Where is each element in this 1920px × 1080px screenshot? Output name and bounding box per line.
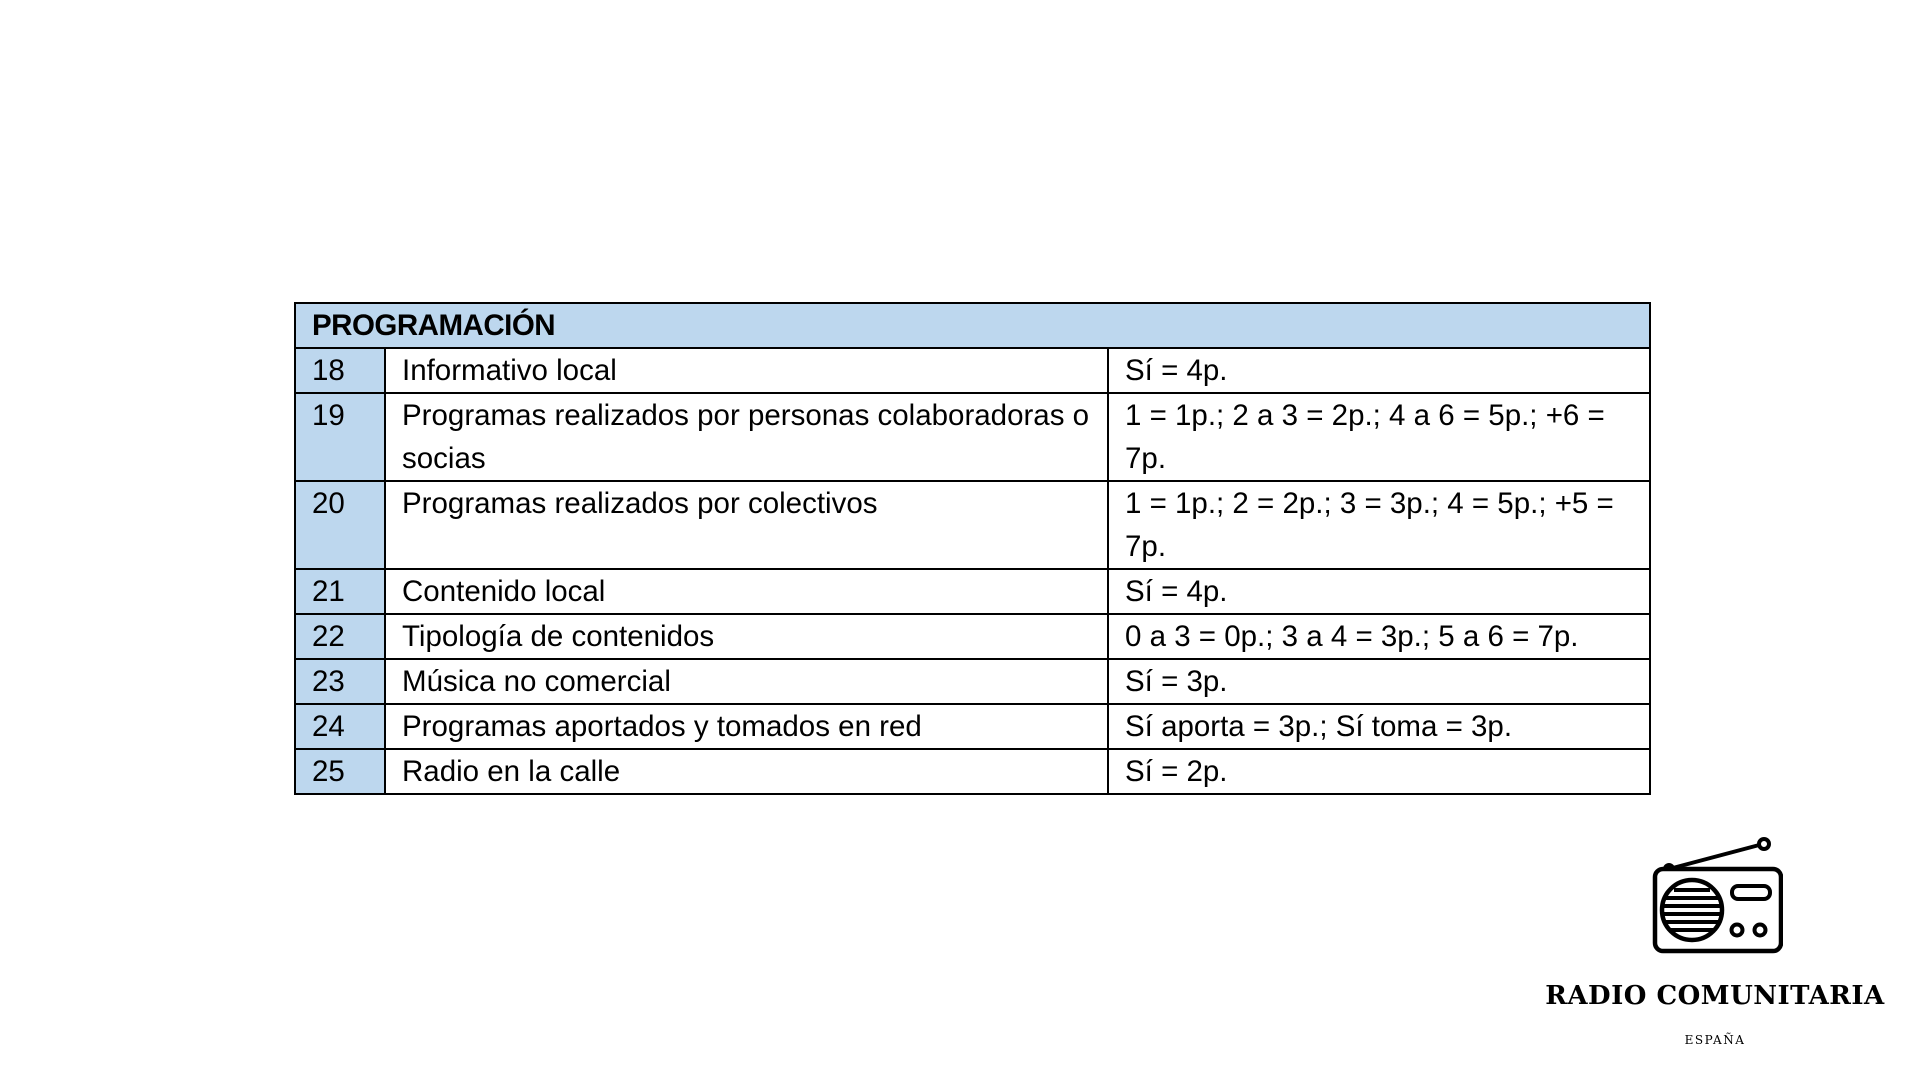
section-title: PROGRAMACIÓN xyxy=(295,303,1650,348)
row-score: Sí aporta = 3p.; Sí toma = 3p. xyxy=(1108,704,1650,749)
table-row xyxy=(295,393,1650,481)
row-number: 25 xyxy=(295,749,385,794)
programacion-table xyxy=(294,302,1651,795)
table-row xyxy=(295,659,1650,704)
row-criterion: Radio en la calle xyxy=(385,749,1108,794)
row-score: 1 = 1p.; 2 = 2p.; 3 = 3p.; 4 = 5p.; +5 = 7p. xyxy=(1108,481,1650,569)
row-criterion: Programas realizados por personas colaboradoras o socias xyxy=(385,393,1108,481)
table-row xyxy=(295,749,1650,794)
table-row xyxy=(295,614,1650,659)
row-number: 24 xyxy=(295,704,385,749)
row-score: 1 = 1p.; 2 a 3 = 2p.; 4 a 6 = 5p.; +6 = 7p. xyxy=(1108,393,1650,481)
row-score: Sí = 2p. xyxy=(1108,749,1650,794)
row-score: Sí = 3p. xyxy=(1108,659,1650,704)
table-row xyxy=(295,569,1650,614)
table-row xyxy=(295,481,1650,569)
row-criterion: Informativo local xyxy=(385,348,1108,393)
brand-logo xyxy=(1530,835,1900,1047)
row-number: 22 xyxy=(295,614,385,659)
row-criterion: Música no comercial xyxy=(385,659,1108,704)
row-number: 23 xyxy=(295,659,385,704)
brand-name: RADIO COMUNITARIA xyxy=(1545,981,1885,1011)
row-number: 21 xyxy=(295,569,385,614)
row-criterion: Programas aportados y tomados en red xyxy=(385,704,1108,749)
row-criterion: Contenido local xyxy=(385,569,1108,614)
row-number: 19 xyxy=(295,393,385,481)
row-criterion: Programas realizados por colectivos xyxy=(385,481,1108,569)
radio-icon xyxy=(1647,835,1783,955)
row-score: 0 a 3 = 0p.; 3 a 4 = 3p.; 5 a 6 = 7p. xyxy=(1108,614,1650,659)
brand-country: ESPAÑA xyxy=(1684,1033,1746,1047)
row-criterion: Tipología de contenidos xyxy=(385,614,1108,659)
table-row xyxy=(295,704,1650,749)
table-row xyxy=(295,348,1650,393)
row-number: 18 xyxy=(295,348,385,393)
row-score: Sí = 4p. xyxy=(1108,348,1650,393)
row-score: Sí = 4p. xyxy=(1108,569,1650,614)
table-header-row xyxy=(295,303,1650,348)
row-number: 20 xyxy=(295,481,385,569)
